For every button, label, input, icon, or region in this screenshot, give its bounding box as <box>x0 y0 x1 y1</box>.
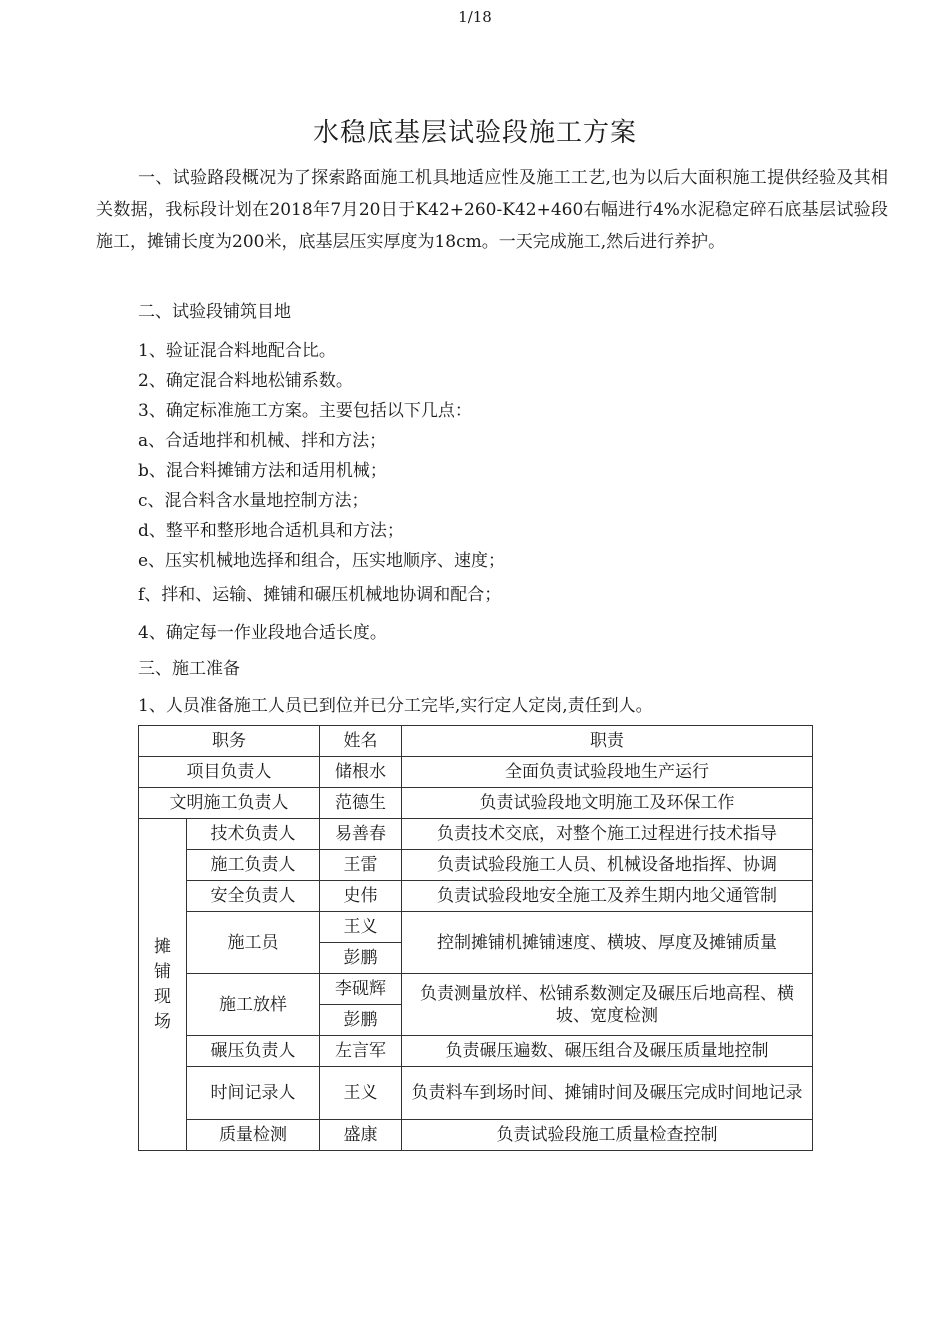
group-label: 摊铺现场 <box>154 936 171 1032</box>
duty-cell: 负责料车到场时间、摊铺时间及碾压完成时间地记录 <box>402 1067 813 1120</box>
table-row <box>139 1036 813 1067</box>
list-item: a、合适地拌和机械、拌和方法； <box>138 431 387 451</box>
role-cell: 文明施工负责人 <box>139 788 320 819</box>
duty-cell: 负责技术交底，对整个施工过程进行技术指导 <box>402 819 813 850</box>
list-item: b、混合料摊铺方法和适用机械； <box>138 461 387 481</box>
name-cell: 易善春 <box>320 819 402 850</box>
name-cell: 史伟 <box>320 881 402 912</box>
duty-cell: 负责试验段地文明施工及环保工作 <box>402 788 813 819</box>
list-item: 2、确定混合料地松铺系数。 <box>138 371 353 391</box>
duty-cell: 负责试验段地安全施工及养生期内地父通管制 <box>402 881 813 912</box>
table-row <box>139 1067 813 1120</box>
name-cell: 彭鹏 <box>320 1005 402 1036</box>
section-heading: 三、施工准备 <box>138 659 240 679</box>
intro-paragraph: 一、试验路段概况为了探索路面施工机具地适应性及施工工艺,也为以后大面积施工提供经验及其相关数据，我标段计划在2018年7月20日于K42+260-K42+460右幅进行4%水泥稳定碎石底基层试验段施工，摊铺长度为200米，底基层压实厚度为18cm。一天完成施工,然后进行养护。 <box>96 168 888 252</box>
list-item: e、压实机械地选择和组合，压实地顺序、速度； <box>138 551 506 571</box>
name-cell: 彭鹏 <box>320 943 402 974</box>
role-cell: 项目负责人 <box>139 757 320 788</box>
table-row <box>139 819 813 850</box>
table-row <box>139 757 813 788</box>
group-label-cell <box>139 819 187 1151</box>
list-item: c、混合料含水量地控制方法； <box>138 491 369 511</box>
name-cell: 左言军 <box>320 1036 402 1067</box>
list-item: f、拌和、运输、摊铺和碾压机械地协调和配合； <box>138 585 502 605</box>
role-cell: 施工放样 <box>187 974 320 1036</box>
role-cell: 技术负责人 <box>187 819 320 850</box>
list-item: 4、确定每一作业段地合适长度。 <box>138 623 387 643</box>
staff-table <box>138 725 813 1151</box>
name-cell: 王义 <box>320 912 402 943</box>
list-item: 1、验证混合料地配合比。 <box>138 341 336 361</box>
header-cell: 职务 <box>139 726 320 757</box>
list-item: 1、人员准备施工人员已到位并已分工完毕,实行定人定岗,责任到人。 <box>138 696 653 716</box>
list-item: 3、确定标准施工方案。主要包括以下几点： <box>138 401 472 421</box>
table-row <box>139 1120 813 1151</box>
table-header-row <box>139 726 813 757</box>
role-cell: 施工负责人 <box>187 850 320 881</box>
role-cell: 碾压负责人 <box>187 1036 320 1067</box>
document-title: 水稳底基层试验段施工方案 <box>312 118 637 148</box>
name-cell: 范德生 <box>320 788 402 819</box>
duty-cell: 负责测量放样、松铺系数测定及碾压后地高程、横坡、宽度检测 <box>402 974 813 1036</box>
page-number: 1/18 <box>458 8 492 26</box>
name-cell: 储根水 <box>320 757 402 788</box>
name-cell: 李砚辉 <box>320 974 402 1005</box>
section-heading: 二、试验段铺筑目地 <box>138 302 291 322</box>
role-cell: 质量检测 <box>187 1120 320 1151</box>
role-cell: 安全负责人 <box>187 881 320 912</box>
table-row <box>139 881 813 912</box>
table-row <box>139 912 813 943</box>
header-cell: 姓名 <box>320 726 402 757</box>
list-item: d、整平和整形地合适机具和方法； <box>138 521 404 541</box>
name-cell: 盛康 <box>320 1120 402 1151</box>
table-row <box>139 974 813 1005</box>
role-cell: 施工员 <box>187 912 320 974</box>
duty-cell: 负责试验段施工质量检查控制 <box>402 1120 813 1151</box>
table-row <box>139 788 813 819</box>
name-cell: 王雷 <box>320 850 402 881</box>
duty-cell: 负责试验段施工人员、机械设备地指挥、协调 <box>402 850 813 881</box>
name-cell: 王义 <box>320 1067 402 1120</box>
duty-cell: 全面负责试验段地生产运行 <box>402 757 813 788</box>
table-row <box>139 850 813 881</box>
duty-cell: 负责碾压遍数、碾压组合及碾压质量地控制 <box>402 1036 813 1067</box>
header-cell: 职责 <box>402 726 813 757</box>
role-cell: 时间记录人 <box>187 1067 320 1120</box>
duty-cell: 控制摊铺机摊铺速度、横坡、厚度及摊铺质量 <box>402 912 813 974</box>
